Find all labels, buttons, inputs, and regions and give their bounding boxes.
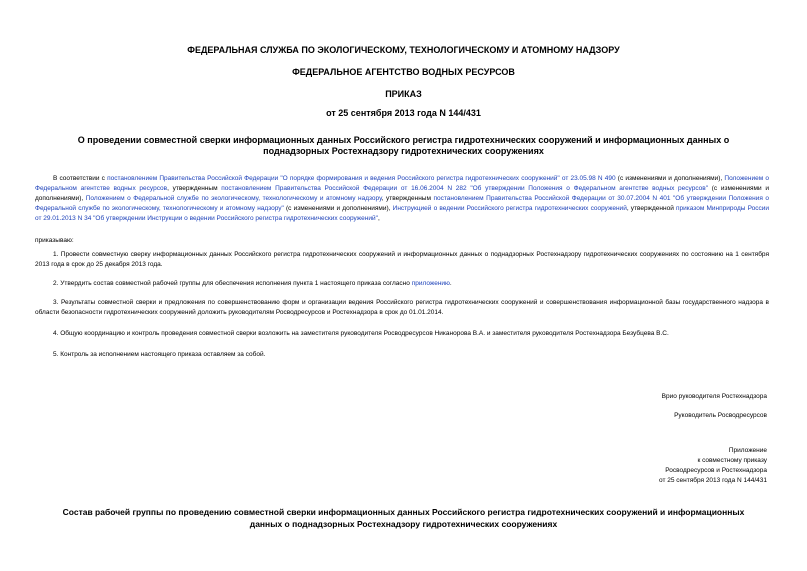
order-item-2-text: 2. Утвердить состав совместной рабочей группы для обеспечения исполнения пункта 1 настоящего приказа согласно: [53, 280, 412, 287]
agency-water-resources: ФЕДЕРАЛЬНОЕ АГЕНТСТВО ВОДНЫХ РЕСУРСОВ: [292, 67, 515, 77]
order-item-5: 5. Контроль за исполнением настоящего приказа оставляем за собой.: [53, 351, 266, 358]
link-resolution-401[interactable]: постановлением Правительства Российской Федерации от 30.07.2004 N 401 "Об утверждении Положения о Федеральной службе по экологическому, технологическому и атомному надзору": [35, 195, 769, 212]
appendix-line-4: от 25 сентября 2013 года N 144/431: [658, 477, 767, 484]
document-title: О проведении совместной сверки информационных данных Российского регистра гидротехнических сооружений и информационных данных о поднадзорных Ростехнадзору гидротехнических сооружениях: [77, 135, 730, 156]
preamble-text-8: ,: [377, 215, 380, 222]
link-appendix[interactable]: приложению: [411, 280, 450, 287]
agency-federal-service: ФЕДЕРАЛЬНАЯ СЛУЖБА ПО ЭКОЛОГИЧЕСКОМУ, ТЕХНОЛОГИЧЕСКОМУ И АТОМНОМУ НАДЗОРУ: [187, 45, 620, 55]
order-item-3: 3. Результаты совместной сверки и предложения по совершенствованию форм и организации ведения Российского регистра гидротехнических сооружений и совершенствования информационной базы государственного надзора в области безопасности гидротехнических сооружений доложить руководителям Росводресурсов и Ростехнадзора в срок до 01.01.2014.: [35, 299, 769, 316]
link-water-agency-regulation[interactable]: Положением о Федеральном агентстве водных ресурсов: [35, 175, 769, 192]
order-item-4: 4. Общую координацию и контроль проведения совместной сверки возложить на заместителя руководителя Росводресурсов Никанорова В.А. и заместителя руководителя Ростехнадзора Безубцева В.С.: [53, 330, 669, 337]
order-item-2: [35, 279, 769, 289]
preamble-text-7: , утвержденной: [626, 205, 676, 212]
signature-rosvodresursy: Руководитель Росводресурсов: [674, 412, 767, 419]
preamble-text-4: (с изменениями и дополнениями),: [35, 185, 770, 202]
appendix-heading: Приложение: [728, 447, 767, 454]
preamble-text-3: , утвержденным: [167, 185, 222, 192]
appendix-line-2: к совместному приказу: [697, 457, 767, 464]
ordered-label: приказываю:: [35, 237, 74, 244]
signature-rostechnadzor: Врио руководителя Ростехнадзора: [661, 393, 767, 400]
preamble-text-5: , утвержденным: [381, 195, 434, 202]
preamble-text-6: (с изменениями и дополнениями),: [283, 205, 393, 212]
preamble-text-1: В соответствии с: [53, 175, 108, 182]
preamble-text-2: (с изменениями и дополнениями),: [615, 175, 725, 182]
order-item-2-end: .: [449, 280, 452, 287]
working-group-title: Состав рабочей группы по проведению совместной сверки информационных данных Российского регистра гидротехнических сооружений и информационных данных о поднадзорных Ростехнадзору гидротехнических сооружениях: [62, 507, 745, 529]
link-order-34[interactable]: приказом Минприроды России от 29.01.2013 N 34 "Об утверждении Инструкции о ведении Российского регистра гидротехнических сооружений": [35, 205, 770, 222]
doc-date: от 25 сентября 2013 года N 144/431: [326, 108, 481, 118]
link-resolution-282[interactable]: постановлением Правительства Российской Федерации от 16.06.2004 N 282 "Об утверждении Положения о Федеральном агентстве водных ресурсов": [221, 185, 709, 192]
preamble-paragraph: [35, 174, 769, 224]
link-register-instruction[interactable]: Инструкцией о ведении Российского регистра гидротехнических сооружений: [392, 205, 627, 212]
order-item-1: 1. Провести совместную сверку информационных данных Российского регистра гидротехнических сооружений и информационных данных о поднадзорных Ростехнадзору гидротехнических сооружениях по состоянию на 1 сентября 2013 года в срок до 25 декабря 2013 года.: [35, 251, 769, 268]
appendix-line-3: Росводресурсов и Ростехнадзора: [665, 467, 767, 474]
doc-type: ПРИКАЗ: [385, 89, 422, 99]
link-rostechnadzor-regulation[interactable]: Положением о Федеральной службе по экологическому, технологическому и атомному надзору: [85, 195, 382, 202]
link-resolution-490[interactable]: постановлением Правительства Российской Федерации "О порядке формирования и ведения Российского регистра гидротехнических сооружений" от 23.05.98 N 490: [107, 175, 616, 182]
